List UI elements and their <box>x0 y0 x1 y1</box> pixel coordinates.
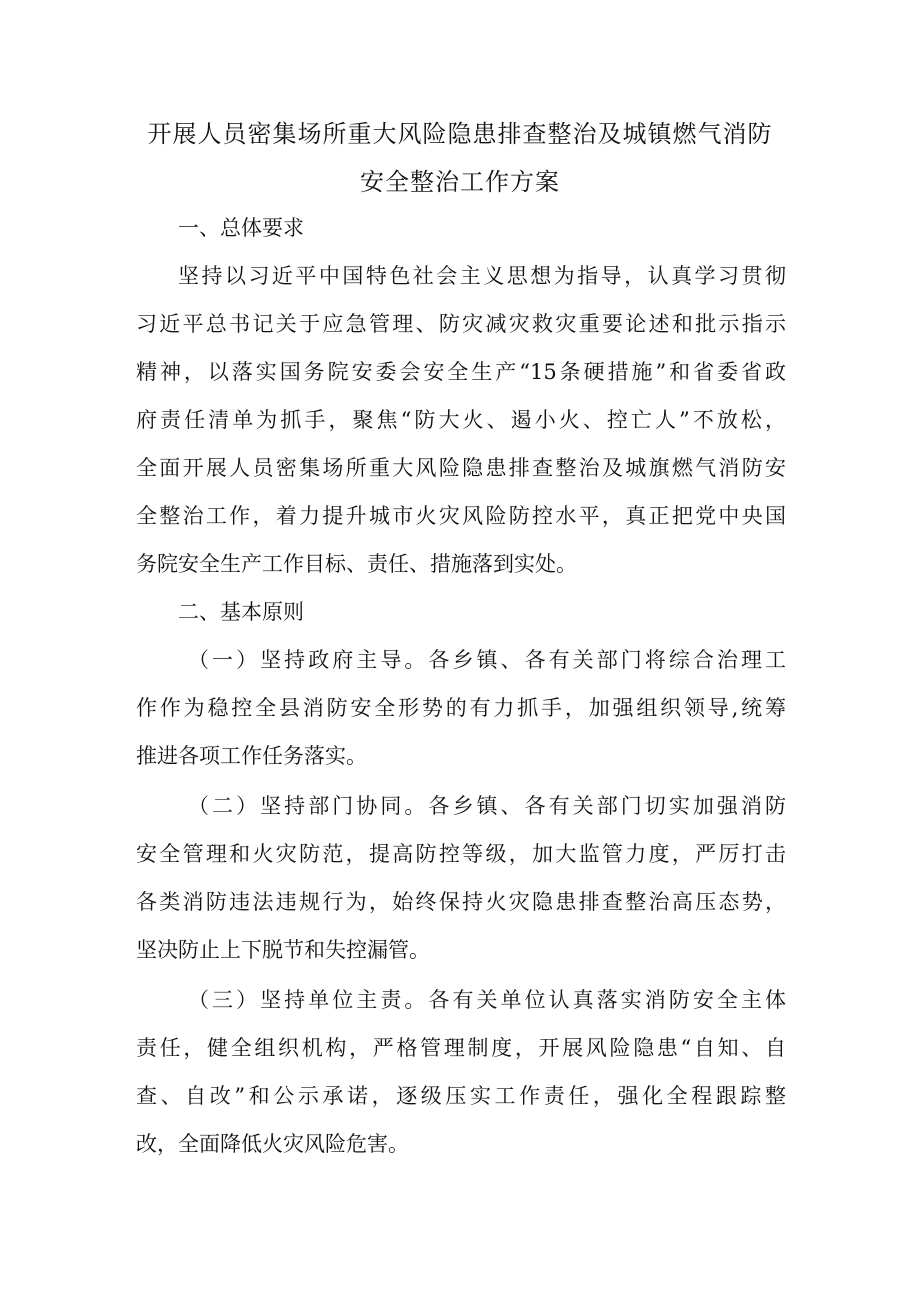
paragraph-line: 精神，以落实国务院安委会安全生产“15条硬措施”和省委省政 <box>136 360 786 384</box>
paragraph-line: 坚持以习近平中国特色社会主义思想为指导，认真学习贯彻 <box>178 264 786 288</box>
paragraph-line: 推进各项工作任务落实。 <box>136 744 367 768</box>
paragraph-line: 坚决防止上下脱节和失控漏管。 <box>136 938 430 962</box>
paragraph-line: 全整治工作，着力提升城市火灾风险防控水平，真正把党中央国 <box>136 504 786 528</box>
document-title-line-2: 安全整治工作方案 <box>360 168 560 196</box>
paragraph-line: （一）坚持政府主导。各乡镇、各有关部门将综合治理工 <box>188 648 786 672</box>
paragraph-line: （三）坚持单位主责。各有关单位认真落实消防安全主体 <box>188 988 786 1012</box>
paragraph-line: 作作为稳控全县消防安全形势的有力抓手，加强组织领导,统筹 <box>136 696 786 720</box>
document-title-line-1: 开展人员密集场所重大风险隐患排查整治及城镇燃气消防 <box>147 120 773 148</box>
paragraph-line: 安全管理和火灾防范，提高防控等级，加大监管力度，严厉打击 <box>136 842 786 866</box>
section-heading-general-requirements: 一、总体要求 <box>178 216 304 240</box>
paragraph-line: 改，全面降低火灾风险危害。 <box>136 1132 409 1156</box>
paragraph-line: 习近平总书记关于应急管理、防灾减灾救灾重要论述和批示指示 <box>136 312 786 336</box>
paragraph-line: 府责任清单为抓手，聚焦“防大火、遏小火、控亡人”不放松， <box>136 408 786 432</box>
paragraph-line: 务院安全生产工作目标、责任、措施落到实处。 <box>136 552 577 576</box>
paragraph-line: 各类消防违法违规行为，始终保持火灾隐患排查整治高压态势， <box>136 890 786 914</box>
paragraph-line: 全面开展人员密集场所重大风险隐患排查整治及城旗燃气消防安 <box>136 456 786 480</box>
paragraph-line: （二）坚持部门协同。各乡镇、各有关部门切实加强消防 <box>188 794 786 818</box>
section-heading-basic-principles: 二、基本原则 <box>178 600 304 624</box>
paragraph-line: 责任，健全组织机构，严格管理制度，开展风险隐患“自知、自 <box>136 1036 786 1060</box>
paragraph-line: 查、自改”和公示承诺，逐级压实工作责任，强化全程跟踪整 <box>136 1084 786 1108</box>
